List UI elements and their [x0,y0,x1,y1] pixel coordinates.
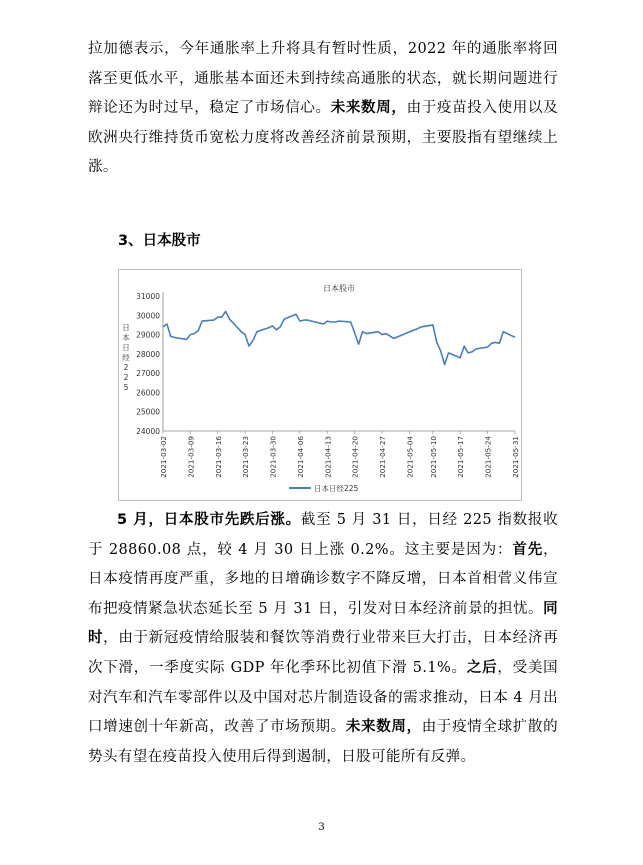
paragraph2-bold-b: 首先 [512,541,544,558]
y-tick-label: 25000 [136,407,160,417]
nikkei-chart-svg [119,270,521,500]
paragraph2-text-c: ，由于新冠疫情给服装和餐饮等消费行业带来巨大打击，日本经济再次下滑，一季度实际 GDP 年化季环比初值下滑 5.1%。 [88,630,558,676]
paragraph2-text-d: ，受美国对汽车和汽车零部件以及中国对芯片制造设备的需求推动，日本 4 月出口增速创十年新高，改善了市场预期。 [88,659,558,736]
x-tick-label: 2021-05-10 [428,436,438,478]
paragraph2-bold-d: 之后 [466,659,498,676]
paragraph2-bold-e: 未来数周， [345,719,422,736]
paragraph-euro-stocks [88,35,558,183]
page-number: 3 [318,822,325,833]
y-tick-label: 24000 [136,427,160,436]
paragraph1-text-b: 由于疫苗投入使用以及欧洲央行维持货币宽松力度将改善经济前景预期，主要股指有望继续上涨。 [88,100,559,176]
x-tick-label: 2021-04-06 [295,436,305,478]
y-tick-label: 28000 [136,349,160,359]
x-tick-label: 2021-05-31 [511,436,520,478]
legend-label: 日本日经225 [314,484,359,493]
y-axis-title-char: 经 [122,353,130,362]
x-tick-label: 2021-03-02 [159,436,168,478]
x-tick-label: 2021-05-04 [405,436,415,478]
y-tick-label: 30000 [136,311,160,321]
y-axis-title-char: 日 [122,343,130,352]
nikkei-chart [118,269,522,501]
x-tick-label: 2021-05-17 [456,436,466,478]
paragraph-japan-stocks [88,506,558,772]
paragraph1-bold-a: 未来数周， [330,100,407,117]
y-tick-label: 31000 [136,292,160,301]
paragraph2-bold-a: 5 月，日本股市先跌后涨。 [117,512,301,528]
paragraph2-bold-c: 同时 [88,600,558,647]
x-tick-label: 2021-03-30 [268,436,278,478]
y-axis-title-char: 5 [123,383,129,392]
y-axis-title-char: 日 [122,323,130,332]
section-heading: 3、日本股市 [118,233,201,249]
x-tick-label: 2021-03-09 [186,436,196,478]
x-tick-label: 2021-04-13 [323,436,333,478]
paragraph1-text-a: 拉加德表示，今年通胀率上升将具有暂时性质，2022 年的通胀率将回落至更低水平，通胀基本面还未到持续高通胀的状态，就长期问题进行辩论还为时过早，稳定了市场信心。 [88,41,558,117]
paragraph2-text-e: 由于疫情全球扩散的势头有望在疫苗投入使用后得到遏制，日股可能所有反弹。 [88,719,559,765]
x-tick-label: 2021-03-16 [213,436,223,478]
chart-title: 日本股市 [323,284,355,293]
x-tick-label: 2021-05-24 [483,436,493,478]
y-tick-label: 26000 [136,388,160,398]
y-axis-title-char: 本 [122,333,130,342]
paragraph2-text-a: 截至 5 月 31 日，日经 225 指数报收于 28860.08 点，较 4 月 30 日上涨 0.2%。这主要是因为： [88,512,558,558]
x-tick-label: 2021-04-27 [378,436,388,478]
paragraph2-text-b: ，日本疫情再度严重，多地的日增确诊数字不降反增，日本首相菅义伟宣布把疫情紧急状态延长至 5 月 31 日，引发对日本经济前景的担忧。 [88,541,558,617]
y-tick-label: 27000 [136,369,160,379]
y-tick-label: 29000 [136,330,160,340]
y-axis-title-char: 2 [123,373,129,382]
x-tick-label: 2021-04-20 [350,436,360,478]
x-tick-label: 2021-03-23 [241,436,251,478]
y-axis-title-char: 2 [123,363,129,372]
series-line-nikkei225 [163,311,515,364]
